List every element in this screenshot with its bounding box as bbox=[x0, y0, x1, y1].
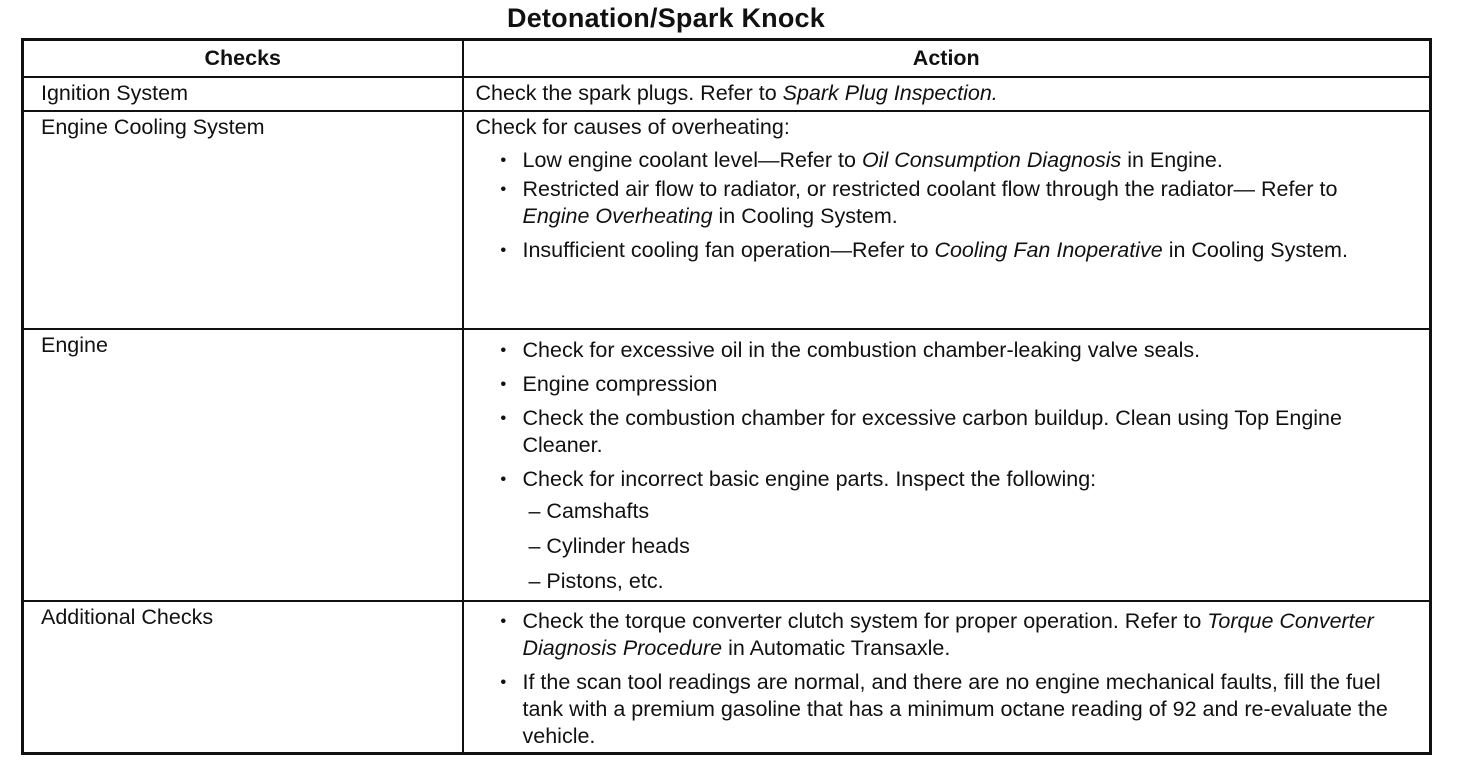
document-title: Detonation/Spark Knock bbox=[507, 3, 825, 33]
action-text bbox=[476, 80, 1402, 107]
list-item-text: Check the torque converter clutch system for proper operation. Refer to bbox=[522, 609, 1208, 633]
list-item-text: Check for excessive oil in the combustion chamber-leaking valve seals. bbox=[522, 338, 1201, 362]
sub-list-item: – Camshafts bbox=[528, 499, 650, 523]
bullet-icon: • bbox=[500, 376, 507, 393]
list-item bbox=[500, 237, 1402, 264]
check-label: Engine bbox=[23, 329, 463, 601]
checks-column-header: Checks bbox=[23, 40, 463, 78]
list-item bbox=[500, 371, 1402, 398]
sub-list-item: – Pistons, etc. bbox=[528, 569, 664, 593]
check-label: Ignition System bbox=[23, 77, 463, 111]
list-item bbox=[500, 466, 1402, 595]
reference-oil-consumption-diagnosis: Oil Consumption Diagnosis bbox=[861, 148, 1122, 172]
bullet-icon: • bbox=[500, 342, 507, 359]
action-bullet-list bbox=[476, 147, 1402, 264]
table-row-additional-checks bbox=[23, 601, 1431, 754]
table-row-engine bbox=[23, 329, 1431, 601]
table-header-row bbox=[23, 40, 1431, 78]
bullet-icon: • bbox=[500, 152, 507, 169]
list-item-text: in Cooling System. bbox=[712, 204, 898, 228]
table-row-ignition-system bbox=[23, 77, 1431, 111]
list-item bbox=[500, 337, 1402, 364]
action-cell bbox=[463, 77, 1431, 111]
action-cell bbox=[463, 601, 1431, 754]
checks-table bbox=[21, 38, 1432, 755]
list-item-text: If the scan tool readings are normal, and there are no engine mechanical faults, fill the fuel tank with a premium gasoline that has a minimum octane reading of 92 and re-evaluate the vehicle. bbox=[522, 670, 1388, 748]
bullet-icon: • bbox=[500, 674, 507, 691]
reference-engine-overheating: Engine Overheating bbox=[522, 204, 713, 228]
list-item bbox=[500, 608, 1402, 662]
action-bullet-list bbox=[476, 608, 1402, 750]
list-item-text: in Engine. bbox=[1121, 148, 1223, 172]
list-item-text: Insufficient cooling fan operation—Refer to bbox=[522, 238, 935, 262]
list-item-text: Check for incorrect basic engine parts. Inspect the following: bbox=[522, 467, 1097, 491]
action-column-header: Action bbox=[463, 40, 1431, 78]
reference-torque-converter-diagnosis: Torque Converter Diagnosis Procedure bbox=[522, 609, 1374, 660]
reference-cooling-fan-inoperative: Cooling Fan Inoperative bbox=[934, 238, 1163, 262]
table-row-engine-cooling-system bbox=[23, 111, 1431, 329]
list-item-text: Low engine coolant level—Refer to bbox=[522, 148, 862, 172]
action-cell bbox=[463, 329, 1431, 601]
check-label: Additional Checks bbox=[23, 601, 463, 754]
check-label: Engine Cooling System bbox=[23, 111, 463, 329]
sub-list-item: – Cylinder heads bbox=[528, 534, 690, 558]
action-text-part: Check the spark plugs. Refer to bbox=[475, 81, 783, 105]
bullet-icon: • bbox=[500, 471, 507, 488]
bullet-icon: • bbox=[500, 242, 507, 259]
list-item bbox=[500, 176, 1402, 230]
list-item-text: Restricted air flow to radiator, or restricted coolant flow through the radiator— Refer to bbox=[522, 177, 1338, 201]
bullet-icon: • bbox=[500, 613, 507, 630]
action-cell bbox=[463, 111, 1431, 329]
sub-list bbox=[523, 498, 1402, 595]
reference-spark-plug-inspection: Spark Plug Inspection. bbox=[782, 81, 998, 105]
action-bullet-list bbox=[476, 337, 1402, 595]
list-item-text: Check the combustion chamber for excessive carbon buildup. Clean using Top Engine Cleaner. bbox=[522, 406, 1342, 457]
bullet-icon: • bbox=[500, 410, 507, 427]
list-item-text: Engine compression bbox=[522, 372, 718, 396]
list-item bbox=[500, 147, 1402, 174]
list-item bbox=[500, 669, 1402, 750]
list-item-text: in Cooling System. bbox=[1162, 238, 1348, 262]
action-intro: Check for causes of overheating: bbox=[475, 115, 790, 139]
list-item-text: in Automatic Transaxle. bbox=[722, 636, 951, 660]
bullet-icon: • bbox=[500, 181, 507, 198]
list-item bbox=[500, 405, 1402, 459]
